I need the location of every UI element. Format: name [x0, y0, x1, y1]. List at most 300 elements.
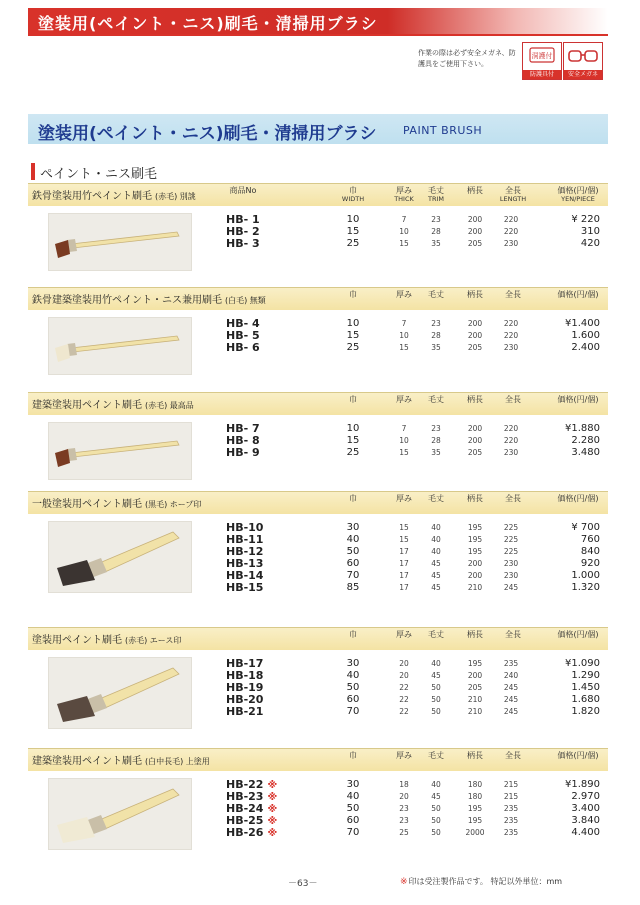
price-cell: ¥ 220	[571, 214, 600, 225]
width-cell: 70	[346, 827, 360, 838]
table-row	[28, 342, 608, 354]
spec-rows	[28, 658, 608, 718]
width-cell: 50	[346, 803, 360, 814]
price-cell: 920	[580, 558, 600, 569]
column-label: 全長	[505, 290, 521, 299]
price-cell: 2.400	[571, 342, 600, 353]
table-row	[28, 546, 608, 558]
column-header-thick	[389, 186, 419, 204]
column-header-length	[496, 494, 530, 503]
price-cell: 1.450	[571, 682, 600, 693]
banner-rule	[28, 34, 608, 36]
column-label: 毛丈	[428, 494, 444, 503]
width-cell: 15	[346, 226, 360, 237]
price-cell: 3.400	[571, 803, 600, 814]
thick-cell: 17	[399, 559, 409, 568]
block-name-text: 建築塗装用ペイント刷毛	[32, 756, 142, 767]
product-code	[226, 342, 260, 354]
column-label: 巾	[349, 630, 357, 639]
width-cell: 10	[346, 214, 360, 225]
column-header-handle	[460, 751, 490, 760]
handle-cell: 210	[467, 707, 483, 716]
width-cell: 50	[346, 682, 360, 693]
block-header	[28, 491, 608, 514]
column-header-trim	[421, 395, 451, 404]
table-row	[28, 582, 608, 594]
trim-cell: 50	[431, 804, 441, 813]
column-label: 柄長	[467, 751, 483, 760]
thick-cell: 15	[399, 239, 409, 248]
thick-cell: 20	[399, 659, 409, 668]
width-cell: 60	[346, 694, 360, 705]
column-header-price	[548, 494, 608, 503]
width-cell: 30	[346, 522, 360, 533]
trim-cell: 45	[431, 583, 441, 592]
column-label: 柄長	[467, 186, 483, 195]
trim-cell: 50	[431, 683, 441, 692]
table-row	[28, 658, 608, 670]
column-label: 毛丈	[428, 290, 444, 299]
safety-icon2-tag: 安全メガネ	[564, 70, 602, 79]
column-header-width	[338, 290, 368, 299]
handle-cell: 180	[467, 780, 483, 789]
table-row	[28, 570, 608, 582]
product-code-text: HB- 8	[226, 434, 260, 447]
column-label: 価格(円/個)	[557, 186, 599, 195]
table-row	[28, 694, 608, 706]
width-cell: 40	[346, 670, 360, 681]
column-label: 価格(円/個)	[557, 290, 599, 299]
handle-cell: 200	[467, 331, 483, 340]
trim-cell: 28	[431, 227, 441, 236]
column-header-handle	[460, 494, 490, 503]
column-label: 巾	[349, 751, 357, 760]
table-row	[28, 558, 608, 570]
thick-cell: 18	[399, 780, 409, 789]
price-cell: 760	[580, 534, 600, 545]
column-label: 柄長	[467, 290, 483, 299]
column-header-length	[496, 630, 530, 639]
block-name-text: 一般塗装用ペイント刷毛	[32, 499, 142, 510]
length-cell: 235	[503, 659, 519, 668]
trim-cell: 40	[431, 535, 441, 544]
length-cell: 215	[503, 780, 519, 789]
column-header-width	[338, 395, 368, 404]
trim-cell: 40	[431, 780, 441, 789]
thick-cell: 15	[399, 523, 409, 532]
width-cell: 50	[346, 546, 360, 557]
length-cell: 230	[503, 571, 519, 580]
block-header	[28, 287, 608, 310]
block-header	[28, 748, 608, 771]
length-cell: 230	[503, 559, 519, 568]
column-label: 柄長	[467, 630, 483, 639]
block-title	[32, 291, 266, 306]
product-code-text: HB- 7	[226, 422, 260, 435]
block-sub-text: (白中長毛) 上塗用	[145, 757, 210, 766]
column-label: 全長	[505, 630, 521, 639]
width-cell: 25	[346, 342, 360, 353]
trim-cell: 35	[431, 448, 441, 457]
column-header-thick	[389, 395, 419, 404]
length-cell: 220	[503, 424, 519, 433]
width-cell: 70	[346, 706, 360, 717]
price-cell: ¥1.890	[565, 779, 600, 790]
block-name-text: 鉄骨塗装用竹ペイント刷毛	[32, 191, 152, 202]
trim-cell: 50	[431, 816, 441, 825]
column-header-handle	[460, 630, 490, 639]
order-mark: ※	[400, 877, 408, 887]
table-row	[28, 447, 608, 459]
handle-cell: 195	[467, 523, 483, 532]
block-sub-text: (赤毛) 最高品	[145, 401, 194, 410]
block-name-text: 塗装用ペイント刷毛	[32, 635, 122, 646]
trim-cell: 35	[431, 343, 441, 352]
table-row	[28, 318, 608, 330]
section-title: 塗装用(ペイント・ニス)刷毛・清掃用ブラシ	[38, 124, 377, 144]
block-name-text: 鉄骨建築塗装用竹ペイント・ニス兼用刷毛	[32, 295, 222, 306]
trim-cell: 50	[431, 707, 441, 716]
spec-rows	[28, 423, 608, 459]
block-sub-text: (赤毛) エース印	[125, 636, 182, 645]
column-label: 巾	[349, 494, 357, 503]
column-label: 巾	[349, 290, 357, 299]
price-cell: 4.400	[571, 827, 600, 838]
safety-icon1-label: 洞護付	[531, 52, 553, 60]
table-row	[28, 670, 608, 682]
column-label-en: LENGTH	[499, 195, 527, 203]
handle-cell: 210	[467, 583, 483, 592]
length-cell: 245	[503, 707, 519, 716]
order-mark: ※	[267, 792, 278, 803]
column-label: 価格(円/個)	[557, 395, 599, 404]
column-label: 価格(円/個)	[557, 494, 599, 503]
footer-note	[400, 876, 562, 887]
price-cell: 1.290	[571, 670, 600, 681]
product-code	[226, 827, 277, 840]
width-cell: 25	[346, 238, 360, 249]
trim-cell: 45	[431, 571, 441, 580]
block-title	[32, 187, 196, 202]
section-subtitle: PAINT BRUSH	[403, 124, 483, 137]
length-cell: 240	[503, 671, 519, 680]
block-title	[32, 752, 210, 767]
price-cell: 1.680	[571, 694, 600, 705]
length-cell: 245	[503, 683, 519, 692]
thick-cell: 10	[399, 227, 409, 236]
column-header-length	[496, 395, 530, 404]
handle-cell: 200	[467, 227, 483, 236]
spec-rows	[28, 318, 608, 354]
length-cell: 220	[503, 215, 519, 224]
block-sub-text: (白毛) 無類	[225, 296, 266, 305]
column-header-width	[338, 630, 368, 639]
price-cell: 420	[580, 238, 600, 249]
price-cell: 1.820	[571, 706, 600, 717]
price-cell: ¥1.090	[565, 658, 600, 669]
trim-cell: 45	[431, 792, 441, 801]
thick-cell: 7	[401, 424, 407, 433]
table-row	[28, 791, 608, 803]
order-mark: ※	[267, 828, 278, 839]
spec-rows	[28, 214, 608, 250]
length-cell: 225	[503, 547, 519, 556]
column-label: 厚み	[396, 395, 412, 404]
product-code-text: HB- 4	[226, 317, 260, 330]
top-banner	[28, 8, 608, 34]
product-code-text: HB-17	[226, 657, 264, 670]
handle-cell: 195	[467, 535, 483, 544]
column-header-handle	[460, 290, 490, 299]
handle-cell: 2000	[465, 828, 485, 837]
block-title	[32, 495, 201, 510]
table-row	[28, 214, 608, 226]
column-label: 毛丈	[428, 751, 444, 760]
column-header-trim	[421, 186, 451, 204]
width-cell: 70	[346, 570, 360, 581]
column-header-thick	[389, 494, 419, 503]
handle-cell: 200	[467, 424, 483, 433]
category-marker	[31, 163, 35, 180]
handle-cell: 200	[467, 559, 483, 568]
column-label-en: TRIM	[427, 195, 444, 203]
trim-cell: 28	[431, 331, 441, 340]
width-cell: 60	[346, 558, 360, 569]
table-row	[28, 423, 608, 435]
safety-glasses-icon	[563, 42, 603, 80]
product-code-text: HB- 3	[226, 237, 260, 250]
length-cell: 235	[503, 804, 519, 813]
column-label: 全長	[505, 186, 521, 195]
trim-cell: 35	[431, 239, 441, 248]
column-label: 柄長	[467, 395, 483, 404]
handle-cell: 205	[467, 343, 483, 352]
handle-cell: 200	[467, 319, 483, 328]
table-row	[28, 682, 608, 694]
column-label: 巾	[349, 395, 357, 404]
table-row	[28, 226, 608, 238]
trim-cell: 40	[431, 523, 441, 532]
footer-note-text: 印は受注製作品です。 特記以外単位：mm	[408, 877, 563, 886]
column-label: 全長	[505, 395, 521, 404]
product-code-text: HB-26	[226, 826, 264, 839]
price-cell: 1.600	[571, 330, 600, 341]
handle-cell: 195	[467, 816, 483, 825]
product-code-text: HB-13	[226, 557, 264, 570]
price-cell: 310	[580, 226, 600, 237]
thick-cell: 17	[399, 547, 409, 556]
column-label-en: THICK	[394, 195, 414, 203]
handle-cell: 200	[467, 571, 483, 580]
column-label: 毛丈	[428, 186, 444, 195]
handle-cell: 200	[467, 215, 483, 224]
length-cell: 245	[503, 695, 519, 704]
handle-cell: 195	[467, 659, 483, 668]
width-cell: 40	[346, 534, 360, 545]
column-label: 厚み	[396, 186, 412, 195]
thick-cell: 22	[399, 707, 409, 716]
product-code	[226, 447, 260, 459]
column-label: 柄長	[467, 494, 483, 503]
column-label-en: YEN/PIECE	[561, 195, 595, 203]
thick-cell: 20	[399, 792, 409, 801]
safety-icon1-tag: 防護具付	[523, 70, 561, 79]
table-row	[28, 522, 608, 534]
length-cell: 245	[503, 583, 519, 592]
block-title	[32, 631, 181, 646]
width-cell: 30	[346, 658, 360, 669]
width-cell: 15	[346, 330, 360, 341]
column-label: 価格(円/個)	[557, 751, 599, 760]
product-code-text: HB-21	[226, 705, 264, 718]
length-cell: 235	[503, 816, 519, 825]
handle-cell: 210	[467, 695, 483, 704]
column-label-en: WIDTH	[341, 195, 365, 203]
column-header-thick	[389, 630, 419, 639]
product-code-text: HB- 1	[226, 213, 260, 226]
column-label: 厚み	[396, 494, 412, 503]
column-label: 全長	[505, 494, 521, 503]
column-header-trim	[421, 630, 451, 639]
page-number: －63－	[288, 879, 318, 889]
column-label: 厚み	[396, 751, 412, 760]
length-cell: 220	[503, 319, 519, 328]
column-header-length	[496, 751, 530, 760]
product-code-text: HB-15	[226, 581, 264, 594]
thick-cell: 7	[401, 319, 407, 328]
column-header-price	[548, 395, 608, 404]
block-header	[28, 392, 608, 415]
thick-cell: 17	[399, 583, 409, 592]
column-label: 価格(円/個)	[557, 630, 599, 639]
width-cell: 15	[346, 435, 360, 446]
product-code-text: HB-24	[226, 802, 264, 815]
product-code-text: HB-22	[226, 778, 264, 791]
thick-cell: 7	[401, 215, 407, 224]
price-cell: 1.000	[571, 570, 600, 581]
safety-notice: 作業の際は必ず安全メガネ、防護具をご使用下さい。	[418, 49, 516, 68]
length-cell: 220	[503, 227, 519, 236]
thick-cell: 15	[399, 448, 409, 457]
length-cell: 230	[503, 239, 519, 248]
thick-cell: 15	[399, 343, 409, 352]
column-header-price	[548, 186, 608, 204]
width-cell: 30	[346, 779, 360, 790]
order-mark: ※	[267, 804, 278, 815]
banner-title: 塗装用(ペイント・ニス)刷毛・清掃用ブラシ	[38, 14, 378, 33]
product-code	[226, 238, 260, 250]
table-row	[28, 815, 608, 827]
thick-cell: 17	[399, 571, 409, 580]
trim-cell: 45	[431, 671, 441, 680]
column-header-handle	[460, 186, 490, 195]
table-row	[28, 706, 608, 718]
thick-cell: 15	[399, 535, 409, 544]
column-header-price	[548, 751, 608, 760]
handle-cell: 195	[467, 804, 483, 813]
column-header-width	[338, 751, 368, 760]
price-cell: ¥1.880	[565, 423, 600, 434]
spec-rows	[28, 779, 608, 839]
column-label: 毛丈	[428, 630, 444, 639]
product-code-text: HB-25	[226, 814, 264, 827]
column-header-price	[548, 630, 608, 639]
width-cell: 25	[346, 447, 360, 458]
product-code-text: HB-12	[226, 545, 264, 558]
length-cell: 220	[503, 436, 519, 445]
table-row	[28, 779, 608, 791]
length-cell: 230	[503, 448, 519, 457]
thick-cell: 23	[399, 816, 409, 825]
section-header	[28, 114, 608, 144]
length-cell: 230	[503, 343, 519, 352]
width-cell: 40	[346, 791, 360, 802]
product-code	[226, 706, 263, 718]
column-label: 商品No	[229, 186, 257, 195]
length-cell: 225	[503, 535, 519, 544]
column-header-width	[338, 494, 368, 503]
thick-cell: 10	[399, 436, 409, 445]
column-label: 全長	[505, 751, 521, 760]
table-row	[28, 330, 608, 342]
length-cell: 235	[503, 828, 519, 837]
handle-cell: 205	[467, 239, 483, 248]
column-header-thick	[389, 290, 419, 299]
protective-gear-icon	[522, 42, 562, 80]
product-code-text: HB-18	[226, 669, 264, 682]
block-sub-text: (黒毛) ホープ印	[145, 500, 202, 509]
width-cell: 85	[346, 582, 360, 593]
column-label: 毛丈	[428, 395, 444, 404]
handle-cell: 180	[467, 792, 483, 801]
width-cell: 10	[346, 423, 360, 434]
handle-cell: 200	[467, 436, 483, 445]
column-label: 厚み	[396, 290, 412, 299]
product-code-text: HB- 5	[226, 329, 260, 342]
column-header-thick	[389, 751, 419, 760]
column-label: 巾	[349, 186, 357, 195]
block-header	[28, 183, 608, 206]
block-header	[28, 627, 608, 650]
column-header-trim	[421, 494, 451, 503]
trim-cell: 50	[431, 828, 441, 837]
width-cell: 10	[346, 318, 360, 329]
length-cell: 215	[503, 792, 519, 801]
table-row	[28, 435, 608, 447]
table-row	[28, 534, 608, 546]
thick-cell: 22	[399, 695, 409, 704]
column-header-price	[548, 290, 608, 299]
product-code-text: HB- 6	[226, 341, 260, 354]
trim-cell: 40	[431, 659, 441, 668]
handle-cell: 205	[467, 448, 483, 457]
trim-cell: 45	[431, 559, 441, 568]
price-cell: 3.480	[571, 447, 600, 458]
thick-cell: 25	[399, 828, 409, 837]
category-title: ペイント・ニス刷毛	[40, 167, 158, 182]
product-code-text: HB- 9	[226, 446, 260, 459]
block-name-text: 建築塗装用ペイント刷毛	[32, 400, 142, 411]
block-title	[32, 396, 194, 411]
product-code-text: HB-20	[226, 693, 264, 706]
price-cell: ¥ 700	[571, 522, 600, 533]
column-header-code	[226, 186, 260, 195]
trim-cell: 23	[431, 424, 441, 433]
trim-cell: 23	[431, 319, 441, 328]
price-cell: ¥1.400	[565, 318, 600, 329]
spec-rows	[28, 522, 608, 594]
length-cell: 220	[503, 331, 519, 340]
